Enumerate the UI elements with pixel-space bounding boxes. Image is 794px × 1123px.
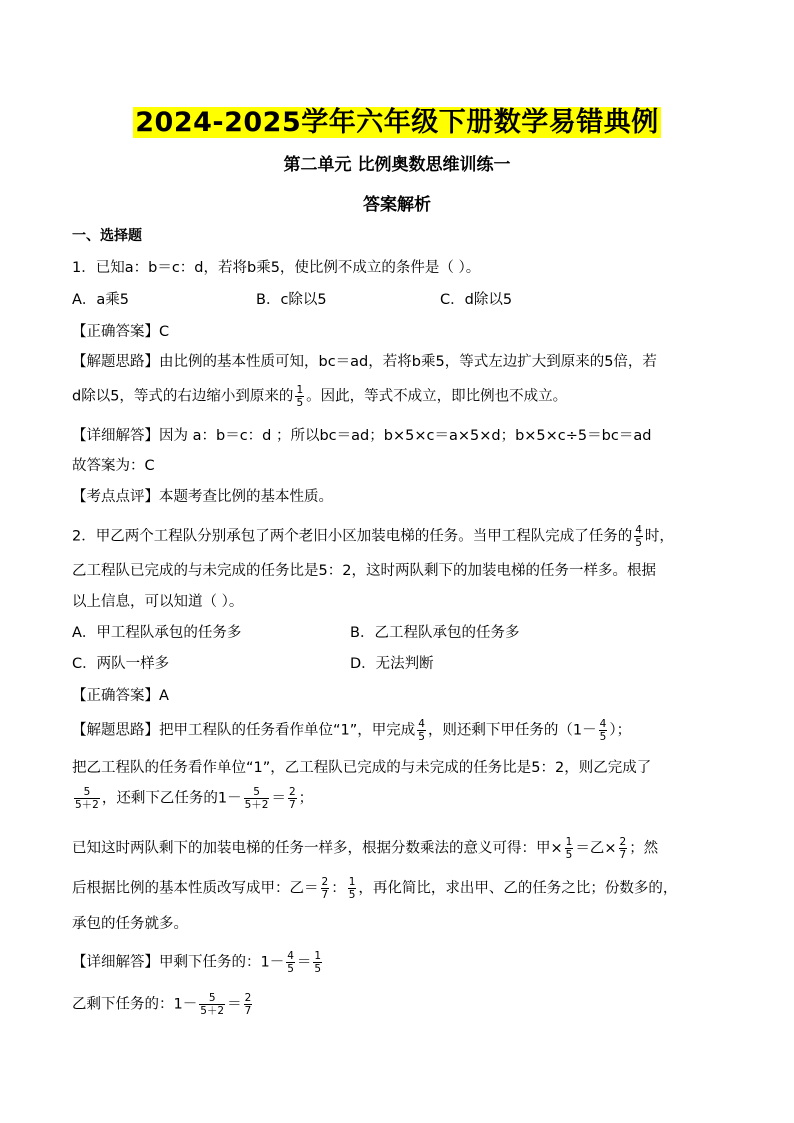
q1-comment: 【考点点评】本题考查比例的基本性质。 bbox=[72, 489, 333, 505]
fraction-2-7: $\frac{2}{7}$ bbox=[288, 786, 296, 811]
q2-stem-line2: 乙工程队已完成的与未完成的任务比是5：2，这时两队剩下的加装电梯的任务一样多。根据 bbox=[72, 563, 656, 579]
q1-detail-line2: 故答案为：C bbox=[72, 458, 155, 474]
fraction-2-7: $\frac{2}{7}$ bbox=[244, 992, 252, 1017]
fraction-2-7: $\frac{2}{7}$ bbox=[321, 876, 329, 901]
section-heading: 一、选择题 bbox=[72, 228, 142, 244]
q2-option-b: B．乙工程队承包的任务多 bbox=[350, 625, 520, 641]
fraction-4-5: $\frac{4}{5}$ bbox=[599, 718, 607, 743]
fraction-4-5: $\frac{4}{5}$ bbox=[418, 718, 425, 743]
q2-answer: 【正确答案】A bbox=[72, 688, 169, 704]
q1-option-a: A．a乘5 bbox=[72, 292, 130, 308]
q2-idea-line2: 把乙工程队的任务看作单位“1”，乙工程队已完成的与未完成的任务比是5：2，则乙完成了 bbox=[72, 760, 652, 776]
fraction-4-5: $\frac{4}{5}$ bbox=[635, 524, 642, 549]
answer-analysis-heading: 答案解析 bbox=[363, 195, 431, 215]
q2-option-d: D．无法判断 bbox=[350, 656, 434, 672]
q2-idea-line3: $\frac{5}{5+2}$ ，还剩下乙任务的1－ $\frac{5}{5+2}$ ＝ $\frac{2}{7}$ ； bbox=[75, 786, 314, 811]
fraction-1-5: $\frac{1}{5}$ bbox=[348, 876, 356, 901]
q2-idea-line4: 已知这时两队剩下的加装电梯的任务一样多，根据分数乘法的意义可得：甲× $\frac{1}{5}$ ＝乙× $\frac{2}{7}$ ；然 bbox=[72, 836, 659, 861]
highlighted-title: 2024-2025学年六年级下册数学易错典例 bbox=[135, 107, 659, 138]
fraction-5-over-5plus2: $\frac{5}{5+2}$ bbox=[75, 786, 99, 811]
page-title bbox=[0, 100, 794, 139]
q2-idea-line6: 承包的任务就多。 bbox=[72, 916, 188, 932]
fraction-1-5: $\frac{1}{5}$ bbox=[565, 836, 573, 861]
q1-detail-line1: 【详细解答】因为 a：b＝c：d ；所以bc＝ad；b×5×c＝a×5×d；b×5×c÷5＝bc＝ad bbox=[72, 428, 652, 444]
fraction-5-over-5plus2: $\frac{5}{5+2}$ bbox=[200, 992, 225, 1017]
fraction-5-over-5plus2: $\frac{5}{5+2}$ bbox=[244, 786, 269, 811]
q1-stem: 1．已知a：b＝c：d，若将b乘5，使比例不成立的条件是（ ）。 bbox=[72, 260, 481, 276]
q2-option-a: A．甲工程队承包的任务多 bbox=[72, 625, 242, 641]
q1-answer: 【正确答案】C bbox=[72, 324, 170, 340]
fraction-4-5: $\frac{4}{5}$ bbox=[287, 950, 294, 975]
q1-option-b: B．c除以5 bbox=[256, 292, 327, 308]
fraction-2-7: $\frac{2}{7}$ bbox=[619, 836, 627, 861]
q2-detail-line1: 【详细解答】甲剩下任务的：1－ $\frac{4}{5}$ ＝ $\frac{1}{5}$ bbox=[72, 950, 322, 975]
q2-idea-line1: 【解题思路】把甲工程队的任务看作单位“1”，甲完成 $\frac{4}{5}$ ，则还剩下甲任务的（1－ $\frac{4}{5}$ ）； bbox=[72, 718, 632, 743]
q2-stem-line3: 以上信息，可以知道（ ）。 bbox=[72, 594, 244, 610]
q2-option-c: C．两队一样多 bbox=[72, 656, 170, 672]
q1-option-c: C．d除以5 bbox=[440, 292, 513, 308]
fraction-1-5: $\frac{1}{5}$ bbox=[314, 950, 322, 975]
q1-idea-line2: d除以5，等式的右边缩小到原来的 $\frac{1}{5}$ 。因此，等式不成立，即比例也不成立。 bbox=[72, 384, 568, 409]
q2-detail-line2: 乙剩下任务的：1－ $\frac{5}{5+2}$ ＝ $\frac{2}{7}$ bbox=[72, 992, 252, 1017]
q2-idea-line5: 后根据比例的基本性质改写成甲：乙＝ $\frac{2}{7}$ ： $\frac{1}{5}$ ，再化简比，求出甲、乙的任务之比；份数多的， bbox=[72, 876, 678, 901]
q1-idea-line1: 【解题思路】由比例的基本性质可知，bc＝ad，若将b乘5，等式左边扩大到原来的5倍，若 bbox=[72, 354, 657, 370]
fraction-1-5: $\frac{1}{5}$ bbox=[296, 384, 304, 409]
unit-subtitle: 第二单元 比例奥数思维训练一 bbox=[283, 155, 511, 175]
q2-stem-line1: 2．甲乙两个工程队分别承包了两个老旧小区加装电梯的任务。当甲工程队完成了任务的 $\frac{4}{5}$ 时， bbox=[72, 524, 674, 549]
